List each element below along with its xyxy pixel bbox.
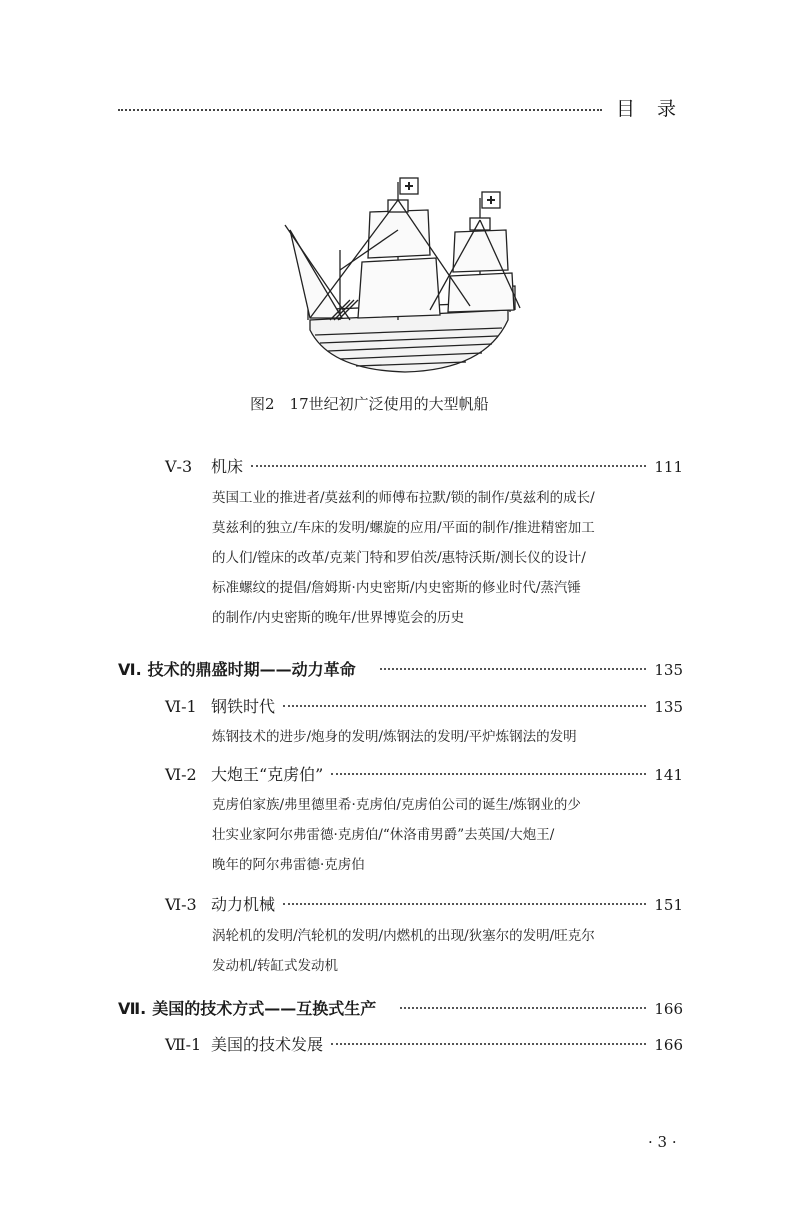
page-number: 166	[654, 1036, 683, 1054]
dot-leader	[283, 903, 646, 905]
section-description	[212, 483, 595, 633]
section-description	[212, 921, 595, 981]
section-number: Ⅵ-1	[165, 697, 197, 716]
dot-leader	[331, 1043, 646, 1045]
footer-page-number: · 3 ·	[648, 1133, 677, 1151]
header-dotted-rule	[118, 109, 602, 111]
chapter-number: Ⅶ.	[118, 999, 147, 1018]
description-line: 英国工业的推进者/莫兹利的师傅布拉默/锁的制作/莫兹利的成长/	[212, 490, 595, 506]
toc-entry-vi1[interactable]	[165, 694, 683, 717]
dot-leader	[331, 773, 646, 775]
toc-chapter-vii[interactable]	[118, 996, 683, 1019]
description-line: 晚年的阿尔弗雷德·克虏伯	[212, 857, 365, 873]
page-number: 141	[654, 766, 683, 784]
section-description	[212, 722, 577, 752]
page-number: 166	[654, 1000, 683, 1018]
page-number: 151	[654, 896, 683, 914]
section-title: 美国的技术发展	[211, 1035, 324, 1054]
section-description	[212, 790, 581, 880]
section-title: 大炮王“克虏伯”	[211, 765, 324, 784]
section-title: 钢铁时代	[211, 697, 276, 716]
section-title: 机床	[211, 457, 244, 476]
section-number: Ⅴ-3	[165, 457, 193, 476]
description-line: 的制作/内史密斯的晚年/世界博览会的历史	[212, 610, 465, 626]
description-line: 涡轮机的发明/汽轮机的发明/内燃机的出现/狄塞尔的发明/旺克尔	[212, 928, 595, 944]
figure-caption: 图2 17世纪初广泛使用的大型帆船	[250, 395, 489, 413]
chapter-number: Ⅵ.	[118, 660, 142, 679]
running-header	[118, 94, 684, 120]
toc-entry-vii1[interactable]	[165, 1032, 683, 1055]
toc-entry-vi3[interactable]	[165, 892, 683, 915]
section-title: 动力机械	[211, 895, 276, 914]
dot-leader	[380, 668, 647, 670]
description-line: 发动机/转缸式发动机	[212, 958, 339, 974]
description-line: 莫兹利的独立/车床的发明/螺旋的应用/平面的制作/推进精密加工	[212, 520, 595, 536]
toc-entry-vi2[interactable]	[165, 762, 683, 785]
section-number: Ⅶ-1	[165, 1035, 202, 1054]
toc-chapter-vi[interactable]	[118, 657, 683, 680]
chapter-title: 美国的技术方式——互换式生产	[152, 999, 377, 1018]
sailing-ship-illustration	[270, 170, 540, 380]
header-title: 目 录	[615, 97, 684, 120]
page-number: 135	[654, 661, 683, 679]
dot-leader	[251, 465, 646, 467]
description-line: 标准螺纹的提倡/詹姆斯·内史密斯/内史密斯的修业时代/蒸汽锤	[212, 580, 581, 596]
section-number: Ⅵ-3	[165, 895, 197, 914]
chapter-title: 技术的鼎盛时期——动力革命	[147, 660, 356, 679]
toc-entry-v3[interactable]	[165, 454, 683, 477]
dot-leader	[283, 705, 646, 707]
page-number: 135	[654, 698, 683, 716]
description-line: 壮实业家阿尔弗雷德·克虏伯/“休洛甫男爵”去英国/大炮王/	[212, 827, 555, 843]
dot-leader	[400, 1007, 646, 1009]
description-line: 的人们/镗床的改革/克莱门特和罗伯茨/惠特沃斯/测长仪的设计/	[212, 550, 586, 566]
description-line: 克虏伯家族/弗里德里希·克虏伯/克虏伯公司的诞生/炼钢业的少	[212, 797, 581, 813]
section-number: Ⅵ-2	[165, 765, 197, 784]
page-number: 111	[654, 458, 683, 476]
description-line: 炼钢技术的进步/炮身的发明/炼钢法的发明/平炉炼钢法的发明	[212, 729, 577, 745]
